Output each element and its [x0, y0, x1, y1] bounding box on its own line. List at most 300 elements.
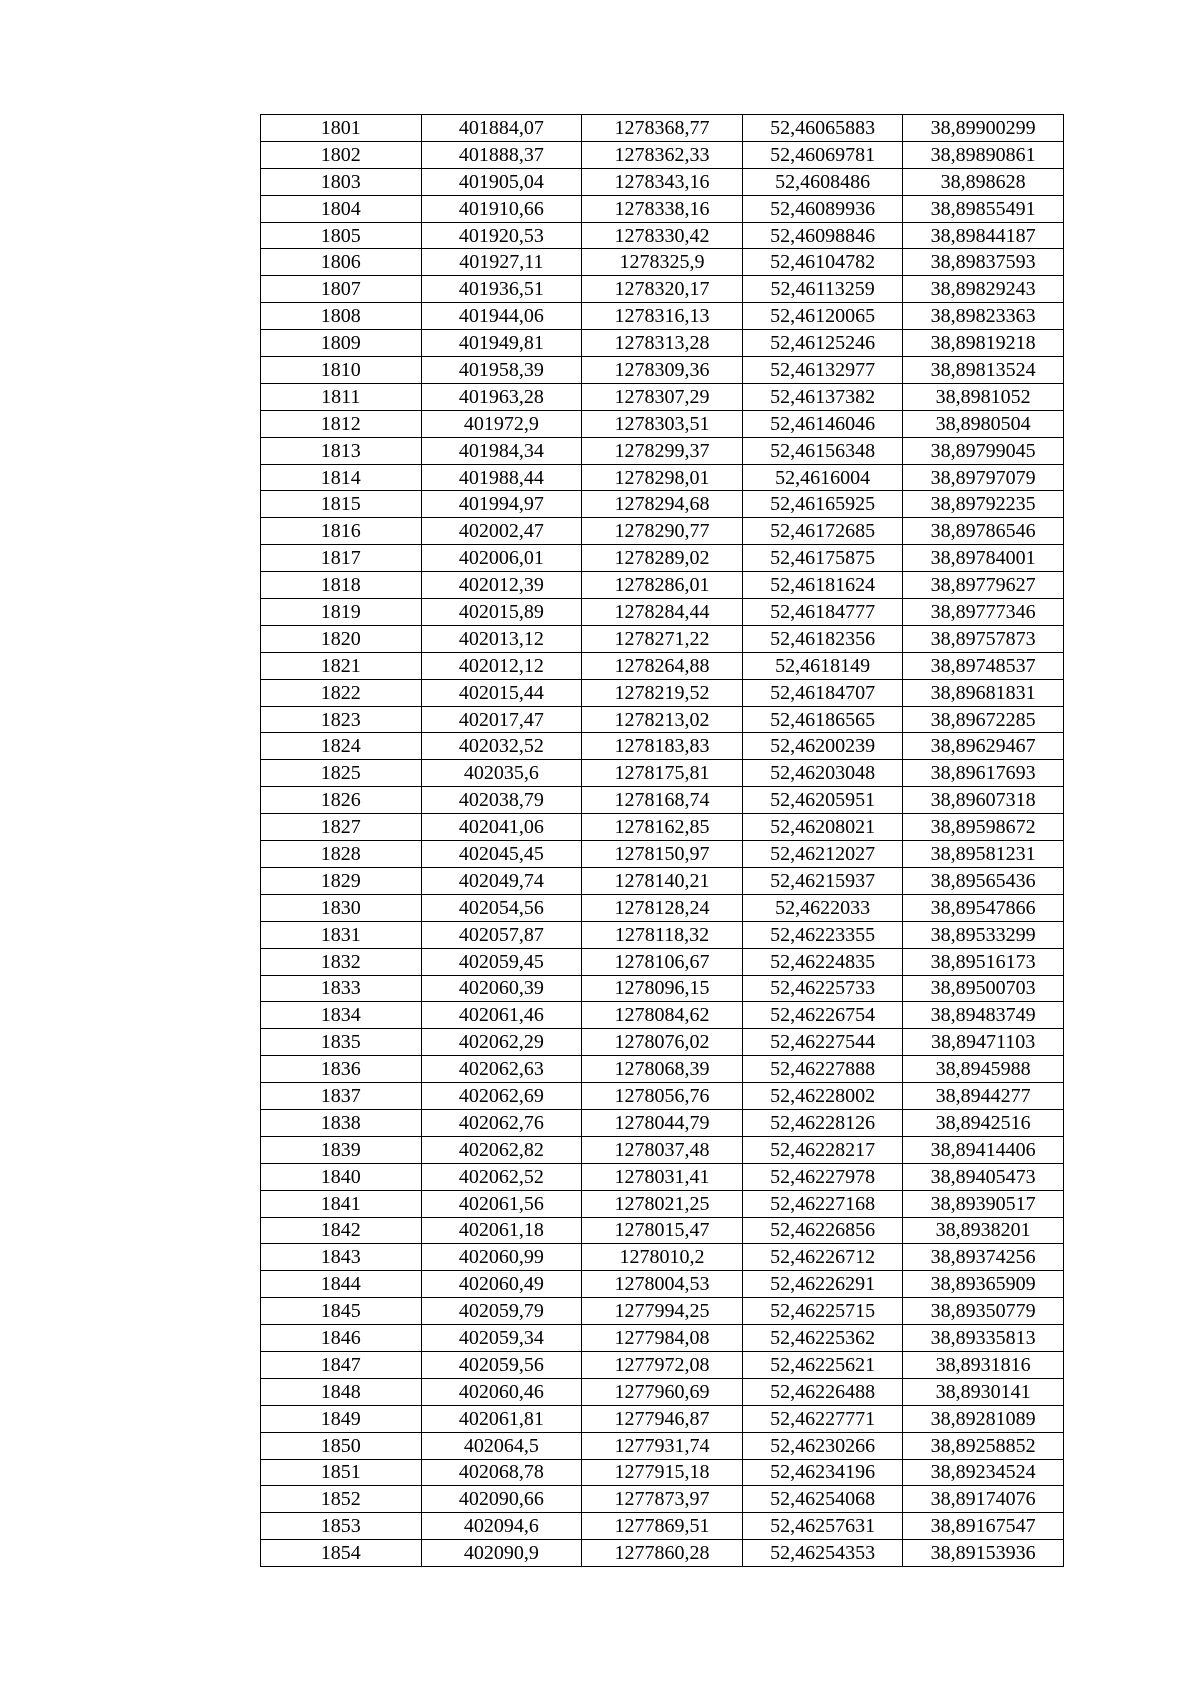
- point-number-cell: 1835: [261, 1029, 422, 1056]
- y-coordinate-cell: 1277972,08: [582, 1351, 743, 1378]
- x-coordinate-cell: 401905,04: [421, 168, 582, 195]
- table-row: [261, 1190, 1064, 1217]
- x-coordinate-cell: 402068,78: [421, 1459, 582, 1486]
- point-number-cell: 1829: [261, 867, 422, 894]
- x-coordinate-cell: 402045,45: [421, 841, 582, 868]
- longitude-cell: 38,89581231: [903, 841, 1064, 868]
- y-coordinate-cell: 1278294,68: [582, 491, 743, 518]
- longitude-cell: 38,89813524: [903, 357, 1064, 384]
- longitude-cell: 38,89471103: [903, 1029, 1064, 1056]
- latitude-cell: 52,46104782: [742, 249, 903, 276]
- latitude-cell: 52,46113259: [742, 276, 903, 303]
- longitude-cell: 38,8945988: [903, 1056, 1064, 1083]
- table-row: [261, 357, 1064, 384]
- x-coordinate-cell: 401949,81: [421, 330, 582, 357]
- point-number-cell: 1848: [261, 1378, 422, 1405]
- y-coordinate-cell: 1278106,67: [582, 948, 743, 975]
- longitude-cell: 38,89837593: [903, 249, 1064, 276]
- point-number-cell: 1853: [261, 1513, 422, 1540]
- longitude-cell: 38,89672285: [903, 706, 1064, 733]
- x-coordinate-cell: 402061,18: [421, 1217, 582, 1244]
- x-coordinate-cell: 402054,56: [421, 894, 582, 921]
- table-row: [261, 1136, 1064, 1163]
- x-coordinate-cell: 402035,6: [421, 760, 582, 787]
- x-coordinate-cell: 402062,52: [421, 1163, 582, 1190]
- longitude-cell: 38,8931816: [903, 1351, 1064, 1378]
- y-coordinate-cell: 1278330,42: [582, 222, 743, 249]
- longitude-cell: 38,89390517: [903, 1190, 1064, 1217]
- x-coordinate-cell: 401972,9: [421, 410, 582, 437]
- x-coordinate-cell: 401910,66: [421, 195, 582, 222]
- point-number-cell: 1843: [261, 1244, 422, 1271]
- table-row: [261, 195, 1064, 222]
- longitude-cell: 38,89829243: [903, 276, 1064, 303]
- x-coordinate-cell: 402090,66: [421, 1486, 582, 1513]
- table-row: [261, 787, 1064, 814]
- y-coordinate-cell: 1277915,18: [582, 1459, 743, 1486]
- table-row: [261, 706, 1064, 733]
- longitude-cell: 38,89598672: [903, 814, 1064, 841]
- y-coordinate-cell: 1278368,77: [582, 115, 743, 142]
- y-coordinate-cell: 1278010,2: [582, 1244, 743, 1271]
- table-row: [261, 303, 1064, 330]
- table-row: [261, 249, 1064, 276]
- table-row: [261, 1217, 1064, 1244]
- longitude-cell: 38,898628: [903, 168, 1064, 195]
- x-coordinate-cell: 402060,99: [421, 1244, 582, 1271]
- y-coordinate-cell: 1278056,76: [582, 1083, 743, 1110]
- y-coordinate-cell: 1278096,15: [582, 975, 743, 1002]
- longitude-cell: 38,89565436: [903, 867, 1064, 894]
- y-coordinate-cell: 1278307,29: [582, 383, 743, 410]
- longitude-cell: 38,89792235: [903, 491, 1064, 518]
- point-number-cell: 1804: [261, 195, 422, 222]
- latitude-cell: 52,46184707: [742, 679, 903, 706]
- longitude-cell: 38,89365909: [903, 1271, 1064, 1298]
- longitude-cell: 38,89350779: [903, 1298, 1064, 1325]
- point-number-cell: 1849: [261, 1405, 422, 1432]
- table-row: [261, 464, 1064, 491]
- point-number-cell: 1846: [261, 1325, 422, 1352]
- table-row: [261, 168, 1064, 195]
- latitude-cell: 52,46228002: [742, 1083, 903, 1110]
- latitude-cell: 52,46205951: [742, 787, 903, 814]
- y-coordinate-cell: 1278343,16: [582, 168, 743, 195]
- latitude-cell: 52,46172685: [742, 518, 903, 545]
- x-coordinate-cell: 401984,34: [421, 437, 582, 464]
- table-row: [261, 115, 1064, 142]
- latitude-cell: 52,46226712: [742, 1244, 903, 1271]
- table-row: [261, 625, 1064, 652]
- longitude-cell: 38,89855491: [903, 195, 1064, 222]
- latitude-cell: 52,46257631: [742, 1513, 903, 1540]
- longitude-cell: 38,89258852: [903, 1432, 1064, 1459]
- latitude-cell: 52,46227168: [742, 1190, 903, 1217]
- latitude-cell: 52,46227544: [742, 1029, 903, 1056]
- y-coordinate-cell: 1278303,51: [582, 410, 743, 437]
- point-number-cell: 1811: [261, 383, 422, 410]
- table-row: [261, 841, 1064, 868]
- table-row: [261, 975, 1064, 1002]
- x-coordinate-cell: 402017,47: [421, 706, 582, 733]
- y-coordinate-cell: 1278289,02: [582, 545, 743, 572]
- point-number-cell: 1807: [261, 276, 422, 303]
- y-coordinate-cell: 1278299,37: [582, 437, 743, 464]
- longitude-cell: 38,89629467: [903, 733, 1064, 760]
- y-coordinate-cell: 1278031,41: [582, 1163, 743, 1190]
- latitude-cell: 52,46228217: [742, 1136, 903, 1163]
- latitude-cell: 52,46181624: [742, 572, 903, 599]
- latitude-cell: 52,46186565: [742, 706, 903, 733]
- point-number-cell: 1844: [261, 1271, 422, 1298]
- table-row: [261, 491, 1064, 518]
- point-number-cell: 1803: [261, 168, 422, 195]
- longitude-cell: 38,8980504: [903, 410, 1064, 437]
- point-number-cell: 1840: [261, 1163, 422, 1190]
- latitude-cell: 52,46227978: [742, 1163, 903, 1190]
- point-number-cell: 1806: [261, 249, 422, 276]
- point-number-cell: 1831: [261, 921, 422, 948]
- latitude-cell: 52,46227888: [742, 1056, 903, 1083]
- latitude-cell: 52,46137382: [742, 383, 903, 410]
- longitude-cell: 38,89607318: [903, 787, 1064, 814]
- point-number-cell: 1832: [261, 948, 422, 975]
- latitude-cell: 52,46224835: [742, 948, 903, 975]
- x-coordinate-cell: 402060,49: [421, 1271, 582, 1298]
- coordinates-table-body: [261, 115, 1064, 1567]
- y-coordinate-cell: 1278168,74: [582, 787, 743, 814]
- longitude-cell: 38,89335813: [903, 1325, 1064, 1352]
- y-coordinate-cell: 1278015,47: [582, 1217, 743, 1244]
- latitude-cell: 52,46208021: [742, 814, 903, 841]
- x-coordinate-cell: 402012,39: [421, 572, 582, 599]
- table-row: [261, 1083, 1064, 1110]
- y-coordinate-cell: 1277931,74: [582, 1432, 743, 1459]
- table-row: [261, 572, 1064, 599]
- table-row: [261, 1432, 1064, 1459]
- table-row: [261, 276, 1064, 303]
- point-number-cell: 1822: [261, 679, 422, 706]
- y-coordinate-cell: 1277873,97: [582, 1486, 743, 1513]
- table-row: [261, 1378, 1064, 1405]
- longitude-cell: 38,89799045: [903, 437, 1064, 464]
- x-coordinate-cell: 402061,46: [421, 1002, 582, 1029]
- x-coordinate-cell: 402041,06: [421, 814, 582, 841]
- latitude-cell: 52,46254353: [742, 1540, 903, 1567]
- table-row: [261, 948, 1064, 975]
- latitude-cell: 52,46212027: [742, 841, 903, 868]
- latitude-cell: 52,46225715: [742, 1298, 903, 1325]
- longitude-cell: 38,89748537: [903, 652, 1064, 679]
- longitude-cell: 38,89547866: [903, 894, 1064, 921]
- longitude-cell: 38,8981052: [903, 383, 1064, 410]
- table-row: [261, 518, 1064, 545]
- x-coordinate-cell: 402094,6: [421, 1513, 582, 1540]
- y-coordinate-cell: 1278076,02: [582, 1029, 743, 1056]
- point-number-cell: 1819: [261, 599, 422, 626]
- x-coordinate-cell: 402064,5: [421, 1432, 582, 1459]
- point-number-cell: 1841: [261, 1190, 422, 1217]
- latitude-cell: 52,46125246: [742, 330, 903, 357]
- point-number-cell: 1805: [261, 222, 422, 249]
- y-coordinate-cell: 1278264,88: [582, 652, 743, 679]
- x-coordinate-cell: 402062,29: [421, 1029, 582, 1056]
- y-coordinate-cell: 1278044,79: [582, 1109, 743, 1136]
- longitude-cell: 38,89234524: [903, 1459, 1064, 1486]
- y-coordinate-cell: 1278162,85: [582, 814, 743, 841]
- x-coordinate-cell: 402032,52: [421, 733, 582, 760]
- point-number-cell: 1850: [261, 1432, 422, 1459]
- table-row: [261, 1002, 1064, 1029]
- point-number-cell: 1828: [261, 841, 422, 868]
- point-number-cell: 1823: [261, 706, 422, 733]
- table-row: [261, 1109, 1064, 1136]
- table-row: [261, 1540, 1064, 1567]
- table-row: [261, 383, 1064, 410]
- x-coordinate-cell: 402061,56: [421, 1190, 582, 1217]
- longitude-cell: 38,89784001: [903, 545, 1064, 572]
- table-row: [261, 1056, 1064, 1083]
- y-coordinate-cell: 1277860,28: [582, 1540, 743, 1567]
- latitude-cell: 52,46215937: [742, 867, 903, 894]
- y-coordinate-cell: 1278271,22: [582, 625, 743, 652]
- x-coordinate-cell: 402049,74: [421, 867, 582, 894]
- x-coordinate-cell: 402061,81: [421, 1405, 582, 1432]
- longitude-cell: 38,89414406: [903, 1136, 1064, 1163]
- table-row: [261, 1459, 1064, 1486]
- longitude-cell: 38,8938201: [903, 1217, 1064, 1244]
- point-number-cell: 1821: [261, 652, 422, 679]
- y-coordinate-cell: 1277960,69: [582, 1378, 743, 1405]
- latitude-cell: 52,46230266: [742, 1432, 903, 1459]
- point-number-cell: 1838: [261, 1109, 422, 1136]
- point-number-cell: 1852: [261, 1486, 422, 1513]
- table-row: [261, 652, 1064, 679]
- x-coordinate-cell: 402062,82: [421, 1136, 582, 1163]
- longitude-cell: 38,89777346: [903, 599, 1064, 626]
- x-coordinate-cell: 401884,07: [421, 115, 582, 142]
- point-number-cell: 1830: [261, 894, 422, 921]
- latitude-cell: 52,46227771: [742, 1405, 903, 1432]
- x-coordinate-cell: 401958,39: [421, 357, 582, 384]
- y-coordinate-cell: 1278325,9: [582, 249, 743, 276]
- table-row: [261, 222, 1064, 249]
- table-row: [261, 1163, 1064, 1190]
- y-coordinate-cell: 1277869,51: [582, 1513, 743, 1540]
- latitude-cell: 52,46223355: [742, 921, 903, 948]
- latitude-cell: 52,4608486: [742, 168, 903, 195]
- table-row: [261, 410, 1064, 437]
- point-number-cell: 1813: [261, 437, 422, 464]
- point-number-cell: 1827: [261, 814, 422, 841]
- x-coordinate-cell: 402013,12: [421, 625, 582, 652]
- latitude-cell: 52,46200239: [742, 733, 903, 760]
- y-coordinate-cell: 1278004,53: [582, 1271, 743, 1298]
- table-row: [261, 894, 1064, 921]
- point-number-cell: 1839: [261, 1136, 422, 1163]
- longitude-cell: 38,89167547: [903, 1513, 1064, 1540]
- y-coordinate-cell: 1278068,39: [582, 1056, 743, 1083]
- table-row: [261, 1244, 1064, 1271]
- point-number-cell: 1810: [261, 357, 422, 384]
- latitude-cell: 52,46226856: [742, 1217, 903, 1244]
- x-coordinate-cell: 401944,06: [421, 303, 582, 330]
- point-number-cell: 1825: [261, 760, 422, 787]
- x-coordinate-cell: 402059,45: [421, 948, 582, 975]
- point-number-cell: 1833: [261, 975, 422, 1002]
- y-coordinate-cell: 1278140,21: [582, 867, 743, 894]
- table-row: [261, 1486, 1064, 1513]
- latitude-cell: 52,46120065: [742, 303, 903, 330]
- x-coordinate-cell: 402057,87: [421, 921, 582, 948]
- longitude-cell: 38,89533299: [903, 921, 1064, 948]
- table-row: [261, 1513, 1064, 1540]
- table-row: [261, 141, 1064, 168]
- latitude-cell: 52,46225621: [742, 1351, 903, 1378]
- x-coordinate-cell: 402015,89: [421, 599, 582, 626]
- y-coordinate-cell: 1278286,01: [582, 572, 743, 599]
- y-coordinate-cell: 1277946,87: [582, 1405, 743, 1432]
- latitude-cell: 52,46069781: [742, 141, 903, 168]
- longitude-cell: 38,89405473: [903, 1163, 1064, 1190]
- y-coordinate-cell: 1277984,08: [582, 1325, 743, 1352]
- longitude-cell: 38,89500703: [903, 975, 1064, 1002]
- x-coordinate-cell: 402062,76: [421, 1109, 582, 1136]
- longitude-cell: 38,89757873: [903, 625, 1064, 652]
- longitude-cell: 38,89890861: [903, 141, 1064, 168]
- point-number-cell: 1818: [261, 572, 422, 599]
- x-coordinate-cell: 401936,51: [421, 276, 582, 303]
- y-coordinate-cell: 1278313,28: [582, 330, 743, 357]
- point-number-cell: 1815: [261, 491, 422, 518]
- latitude-cell: 52,46226291: [742, 1271, 903, 1298]
- x-coordinate-cell: 402090,9: [421, 1540, 582, 1567]
- table-row: [261, 1351, 1064, 1378]
- point-number-cell: 1837: [261, 1083, 422, 1110]
- table-row: [261, 679, 1064, 706]
- table-row: [261, 1405, 1064, 1432]
- table-row: [261, 545, 1064, 572]
- table-row: [261, 733, 1064, 760]
- x-coordinate-cell: 401927,11: [421, 249, 582, 276]
- longitude-cell: 38,8942516: [903, 1109, 1064, 1136]
- x-coordinate-cell: 401920,53: [421, 222, 582, 249]
- latitude-cell: 52,46156348: [742, 437, 903, 464]
- table-row: [261, 1298, 1064, 1325]
- longitude-cell: 38,89786546: [903, 518, 1064, 545]
- longitude-cell: 38,89819218: [903, 330, 1064, 357]
- latitude-cell: 52,46165925: [742, 491, 903, 518]
- latitude-cell: 52,46225362: [742, 1325, 903, 1352]
- longitude-cell: 38,89823363: [903, 303, 1064, 330]
- y-coordinate-cell: 1278290,77: [582, 518, 743, 545]
- longitude-cell: 38,89483749: [903, 1002, 1064, 1029]
- latitude-cell: 52,46225733: [742, 975, 903, 1002]
- longitude-cell: 38,89374256: [903, 1244, 1064, 1271]
- point-number-cell: 1845: [261, 1298, 422, 1325]
- longitude-cell: 38,89844187: [903, 222, 1064, 249]
- point-number-cell: 1812: [261, 410, 422, 437]
- y-coordinate-cell: 1278316,13: [582, 303, 743, 330]
- y-coordinate-cell: 1278298,01: [582, 464, 743, 491]
- x-coordinate-cell: 402060,39: [421, 975, 582, 1002]
- longitude-cell: 38,89681831: [903, 679, 1064, 706]
- point-number-cell: 1851: [261, 1459, 422, 1486]
- longitude-cell: 38,89281089: [903, 1405, 1064, 1432]
- x-coordinate-cell: 402002,47: [421, 518, 582, 545]
- x-coordinate-cell: 402059,34: [421, 1325, 582, 1352]
- y-coordinate-cell: 1278320,17: [582, 276, 743, 303]
- latitude-cell: 52,46226488: [742, 1378, 903, 1405]
- longitude-cell: 38,89153936: [903, 1540, 1064, 1567]
- longitude-cell: 38,89516173: [903, 948, 1064, 975]
- x-coordinate-cell: 402060,46: [421, 1378, 582, 1405]
- point-number-cell: 1854: [261, 1540, 422, 1567]
- latitude-cell: 52,46254068: [742, 1486, 903, 1513]
- point-number-cell: 1817: [261, 545, 422, 572]
- y-coordinate-cell: 1278284,44: [582, 599, 743, 626]
- x-coordinate-cell: 402015,44: [421, 679, 582, 706]
- latitude-cell: 52,46175875: [742, 545, 903, 572]
- y-coordinate-cell: 1278362,33: [582, 141, 743, 168]
- y-coordinate-cell: 1278175,81: [582, 760, 743, 787]
- x-coordinate-cell: 401888,37: [421, 141, 582, 168]
- x-coordinate-cell: 402006,01: [421, 545, 582, 572]
- latitude-cell: 52,46226754: [742, 1002, 903, 1029]
- point-number-cell: 1808: [261, 303, 422, 330]
- point-number-cell: 1814: [261, 464, 422, 491]
- point-number-cell: 1826: [261, 787, 422, 814]
- table-row: [261, 867, 1064, 894]
- latitude-cell: 52,46146046: [742, 410, 903, 437]
- point-number-cell: 1842: [261, 1217, 422, 1244]
- y-coordinate-cell: 1277994,25: [582, 1298, 743, 1325]
- longitude-cell: 38,8944277: [903, 1083, 1064, 1110]
- latitude-cell: 52,46089936: [742, 195, 903, 222]
- table-row: [261, 760, 1064, 787]
- longitude-cell: 38,89174076: [903, 1486, 1064, 1513]
- x-coordinate-cell: 402059,79: [421, 1298, 582, 1325]
- x-coordinate-cell: 401994,97: [421, 491, 582, 518]
- point-number-cell: 1834: [261, 1002, 422, 1029]
- table-row: [261, 330, 1064, 357]
- longitude-cell: 38,89797079: [903, 464, 1064, 491]
- latitude-cell: 52,4618149: [742, 652, 903, 679]
- y-coordinate-cell: 1278338,16: [582, 195, 743, 222]
- table-row: [261, 1029, 1064, 1056]
- y-coordinate-cell: 1278021,25: [582, 1190, 743, 1217]
- latitude-cell: 52,46203048: [742, 760, 903, 787]
- latitude-cell: 52,46098846: [742, 222, 903, 249]
- y-coordinate-cell: 1278084,62: [582, 1002, 743, 1029]
- x-coordinate-cell: 401988,44: [421, 464, 582, 491]
- table-row: [261, 921, 1064, 948]
- latitude-cell: 52,46132977: [742, 357, 903, 384]
- y-coordinate-cell: 1278118,32: [582, 921, 743, 948]
- point-number-cell: 1820: [261, 625, 422, 652]
- table-row: [261, 1325, 1064, 1352]
- longitude-cell: 38,89617693: [903, 760, 1064, 787]
- y-coordinate-cell: 1278128,24: [582, 894, 743, 921]
- latitude-cell: 52,4622033: [742, 894, 903, 921]
- y-coordinate-cell: 1278037,48: [582, 1136, 743, 1163]
- x-coordinate-cell: 401963,28: [421, 383, 582, 410]
- latitude-cell: 52,46184777: [742, 599, 903, 626]
- table-row: [261, 599, 1064, 626]
- longitude-cell: 38,89900299: [903, 115, 1064, 142]
- point-number-cell: 1801: [261, 115, 422, 142]
- y-coordinate-cell: 1278309,36: [582, 357, 743, 384]
